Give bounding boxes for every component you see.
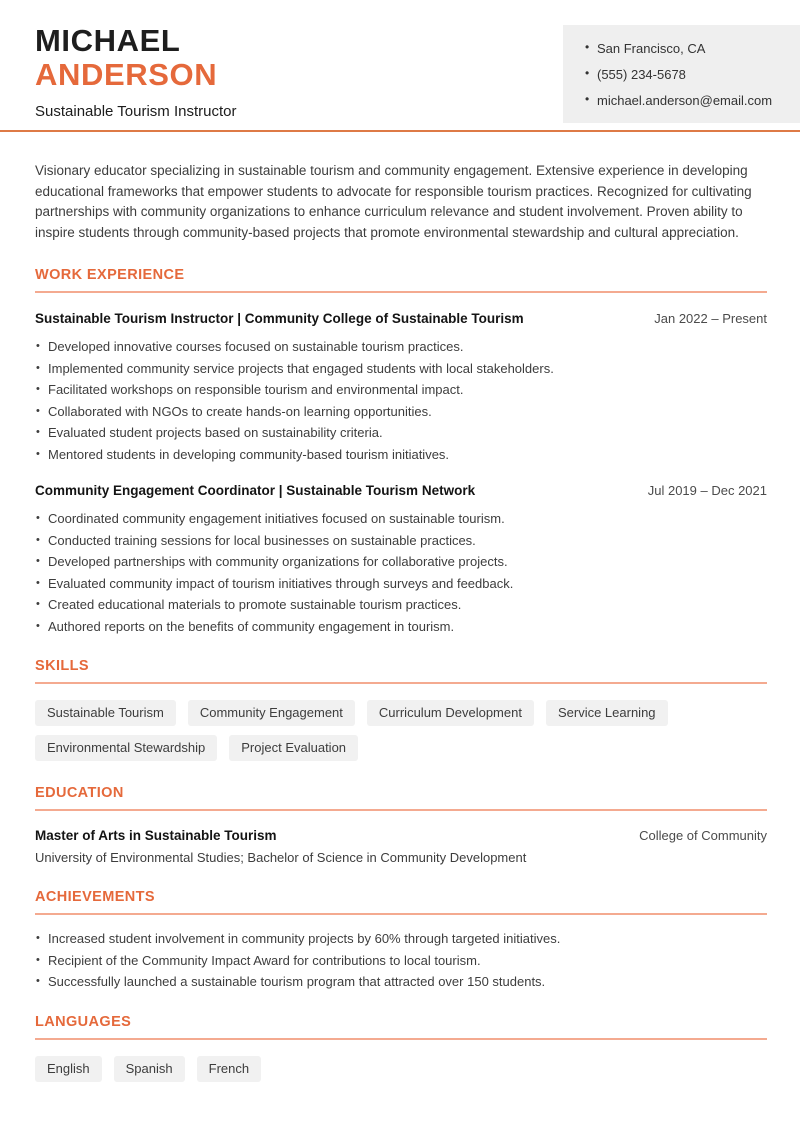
job-bullet: • Developed partnerships with community organizations for collaborative projects. xyxy=(35,554,767,570)
skill-chip: Environmental Stewardship xyxy=(35,735,217,761)
section-education xyxy=(35,786,767,865)
job-bullet: • Implemented community service projects that engaged students with local stakeholders. xyxy=(35,361,767,377)
job-bullet: • Collaborated with NGOs to create hands-on learning opportunities. xyxy=(35,404,767,420)
contact-item: • San Francisco, CA xyxy=(585,35,786,61)
contact-card xyxy=(563,25,800,123)
education-entry xyxy=(35,827,767,865)
languages-heading: LANGUAGES xyxy=(35,1015,767,1040)
skill-chip: Sustainable Tourism xyxy=(35,700,176,726)
job-bullet: • Coordinated community engagement initiatives focused on sustainable tourism. xyxy=(35,511,767,527)
contact-item: • michael.anderson@email.com xyxy=(585,87,786,113)
candidate-name xyxy=(35,24,236,92)
contact-item: • (555) 234-5678 xyxy=(585,61,786,87)
skills-heading: SKILLS xyxy=(35,659,767,684)
section-skills xyxy=(35,659,767,761)
section-work-experience xyxy=(35,268,767,634)
contact-list xyxy=(585,35,786,113)
job-bullet: • Mentored students in developing community-based tourism initiatives. xyxy=(35,447,767,463)
first-name: MICHAEL xyxy=(35,23,181,58)
language-chip: Spanish xyxy=(114,1056,185,1082)
resume-header xyxy=(0,0,800,132)
achievements-list xyxy=(35,931,767,990)
skill-chip: Curriculum Development xyxy=(367,700,534,726)
job-header-row xyxy=(35,482,767,499)
job-bullet: • Authored reports on the benefits of community engagement in tourism. xyxy=(35,619,767,635)
job-title-company: Sustainable Tourism Instructor | Community College of Sustainable Tourism xyxy=(35,311,524,327)
job-bullet: • Evaluated student projects based on sustainability criteria. xyxy=(35,425,767,441)
education-degree: Master of Arts in Sustainable Tourism xyxy=(35,828,277,844)
job-bullet-list xyxy=(35,511,767,634)
section-languages xyxy=(35,1015,767,1082)
education-institution: College of Community xyxy=(639,828,767,844)
job-bullet: • Facilitated workshops on responsible tourism and environmental impact. xyxy=(35,382,767,398)
job-entry xyxy=(35,482,767,634)
job-bullet: • Created educational materials to promote sustainable tourism practices. xyxy=(35,597,767,613)
job-date-range: Jan 2022 – Present xyxy=(654,311,767,327)
skill-chip: Service Learning xyxy=(546,700,668,726)
job-bullet: • Evaluated community impact of tourism initiatives through surveys and feedback. xyxy=(35,576,767,592)
skill-chip: Project Evaluation xyxy=(229,735,358,761)
achievement-bullet: • Recipient of the Community Impact Award for contributions to local tourism. xyxy=(35,953,767,969)
skill-chip: Community Engagement xyxy=(188,700,355,726)
job-header-row xyxy=(35,310,767,327)
languages-chip-list xyxy=(35,1056,767,1082)
summary-paragraph: Visionary educator specializing in sustainable tourism and community engagement. Extensive experience in developing educational frameworks that empower students to advocate for responsible tourism practices. Recognized for cultivating partnerships with community organizations to enhance curriculum relevance and student involvement. Proven ability to inspire students through community-based projects that promote environmental stewardship and cultural appreciation. xyxy=(35,163,752,240)
last-name: ANDERSON xyxy=(35,57,218,92)
name-block xyxy=(35,24,236,120)
resume-body xyxy=(0,161,800,1082)
achievements-heading: ACHIEVEMENTS xyxy=(35,890,767,915)
work-experience-heading: WORK EXPERIENCE xyxy=(35,268,767,293)
achievement-bullet: • Successfully launched a sustainable tourism program that attracted over 150 students. xyxy=(35,974,767,990)
education-heading: EDUCATION xyxy=(35,786,767,811)
education-header-row xyxy=(35,827,767,844)
education-details: University of Environmental Studies; Bachelor of Science in Community Development xyxy=(35,850,527,866)
job-entry xyxy=(35,310,767,462)
language-chip: French xyxy=(197,1056,261,1082)
job-date-range: Jul 2019 – Dec 2021 xyxy=(647,483,767,499)
achievement-bullet: • Increased student involvement in community projects by 60% through targeted initiatives. xyxy=(35,931,767,947)
job-bullet: • Developed innovative courses focused on sustainable tourism practices. xyxy=(35,339,767,355)
job-title-company: Community Engagement Coordinator | Sustainable Tourism Network xyxy=(35,483,476,499)
header-job-title: Sustainable Tourism Instructor xyxy=(35,103,237,120)
section-achievements xyxy=(35,890,767,990)
job-bullet-list xyxy=(35,339,767,462)
job-bullet: • Conducted training sessions for local businesses on sustainable practices. xyxy=(35,533,767,549)
skills-chip-list xyxy=(35,700,767,761)
language-chip: English xyxy=(35,1056,102,1082)
